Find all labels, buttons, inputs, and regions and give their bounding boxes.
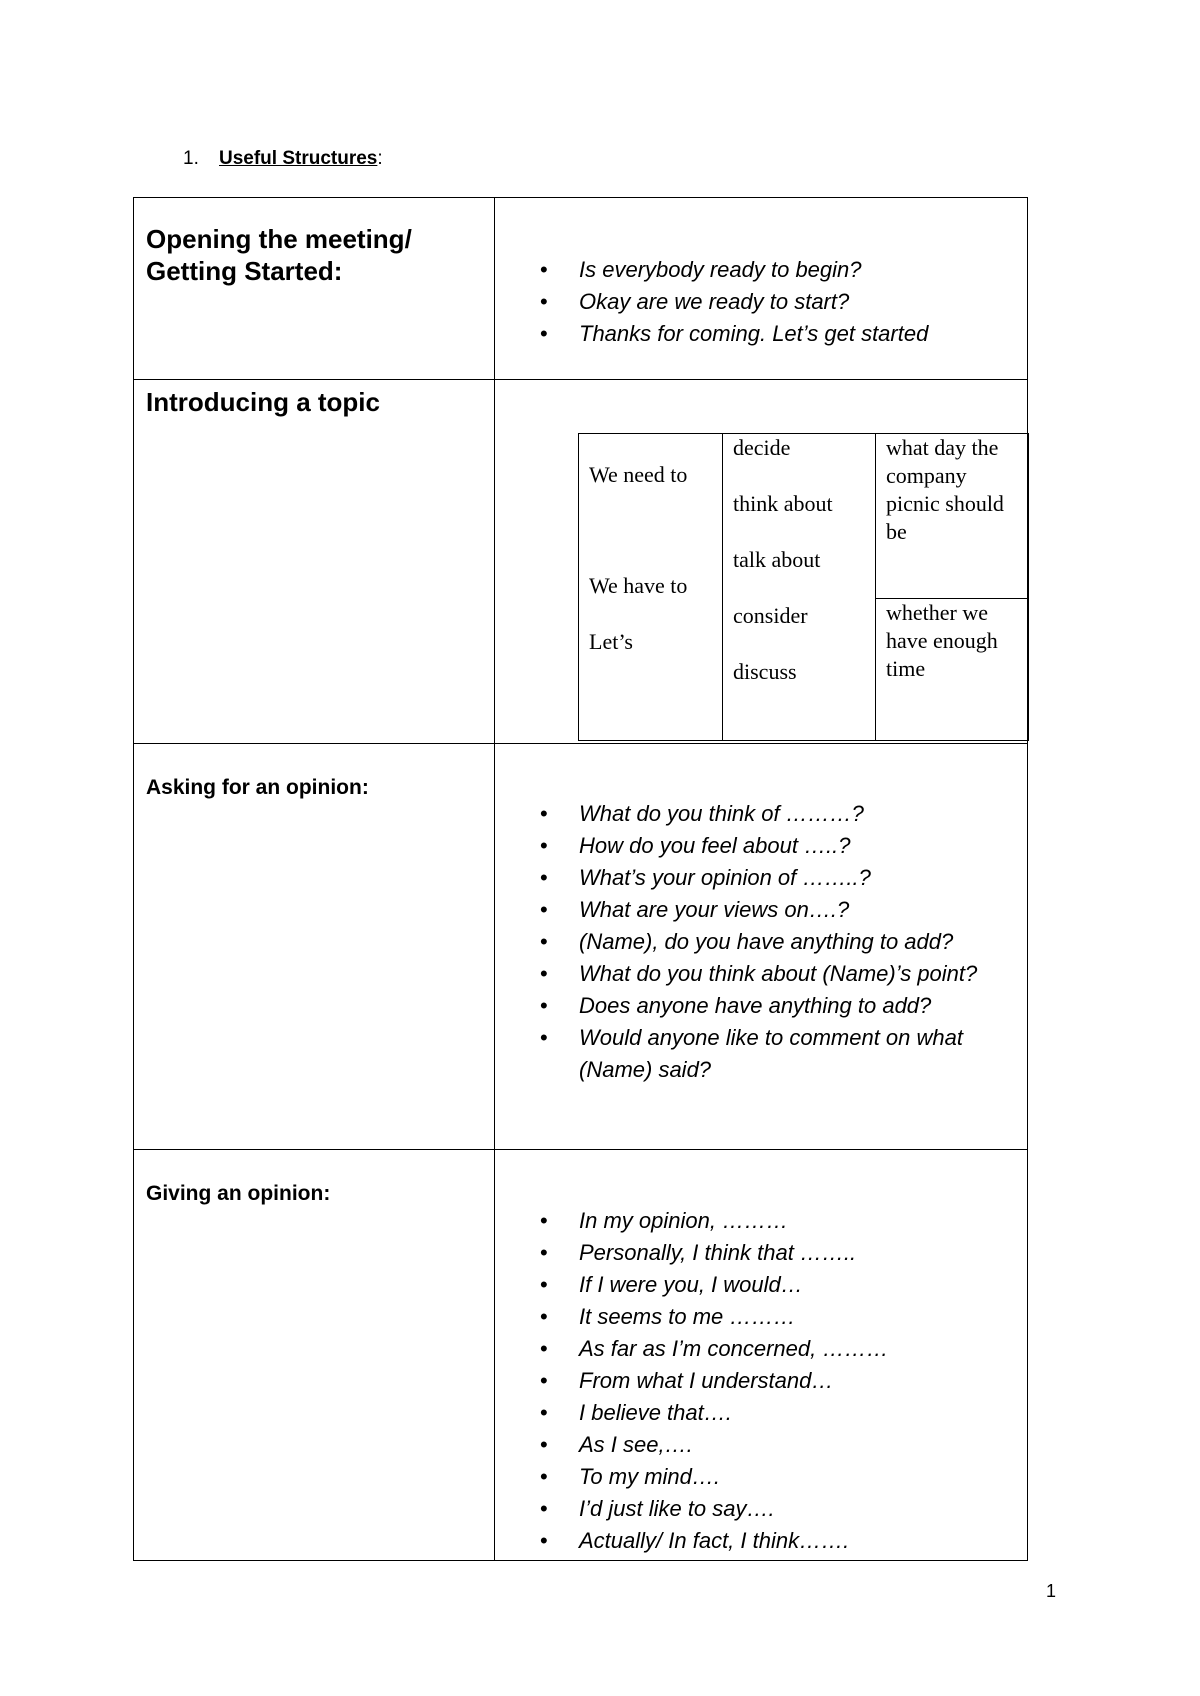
list-item: • How do you feel about …..?: [495, 830, 1027, 862]
list-item: • If I were you, I would…: [495, 1269, 1027, 1301]
topic-verb: think about: [733, 491, 833, 516]
list-item: • Would anyone like to comment on what (Name) said?: [495, 1022, 1027, 1086]
opening-label-cell: [134, 198, 495, 380]
topic-example-cell: [876, 434, 1029, 599]
table-row: [579, 434, 1029, 599]
topic-example: what day the company picnic should be: [886, 435, 1004, 544]
list-item: • It seems to me ………: [495, 1301, 1027, 1333]
topic-verb: consider: [733, 603, 808, 628]
topic-verb: decide: [733, 435, 791, 460]
row-giving: [134, 1150, 1028, 1561]
list-item: • What’s your opinion of ……..?: [495, 862, 1027, 894]
list-item: • In my opinion, ………: [495, 1205, 1027, 1237]
list-item: • From what I understand…: [495, 1365, 1027, 1397]
row-asking: [134, 744, 1028, 1150]
asking-label: Asking for an opinion:: [146, 776, 369, 799]
introducing-label: Introducing a topic: [146, 387, 380, 417]
topic-example-cell: [876, 599, 1029, 741]
list-item: • I’d just like to say….: [495, 1493, 1027, 1525]
giving-label-cell: [134, 1150, 495, 1561]
list-item: • What are your views on….?: [495, 894, 1027, 926]
topic-verbs-cell: [723, 434, 876, 741]
list-item: • What do you think of ………?: [495, 798, 1027, 830]
topic-verb: discuss: [733, 659, 797, 684]
giving-label: Giving an opinion:: [146, 1182, 331, 1205]
list-item: • Does anyone have anything to add?: [495, 990, 1027, 1022]
topic-opener: We need to: [589, 462, 688, 487]
topic-verb: talk about: [733, 547, 821, 572]
list-item: • What do you think about (Name)’s point?: [495, 958, 1027, 990]
row-opening: [134, 198, 1028, 380]
topic-example: whether we have enough time: [886, 600, 998, 681]
page-number: 1: [1046, 1581, 1057, 1601]
list-item: • I believe that….: [495, 1397, 1027, 1429]
list-item: • Personally, I think that ……..: [495, 1237, 1027, 1269]
list-item: • Is everybody ready to begin?: [495, 254, 1027, 286]
section-heading: [183, 148, 383, 170]
asking-label-cell: [134, 744, 495, 1150]
giving-phrases-cell: [495, 1150, 1028, 1561]
list-item: • As far as I’m concerned, ………: [495, 1333, 1027, 1365]
opening-label: Opening the meeting/ Getting Started:: [146, 224, 412, 286]
introducing-label-cell: [134, 380, 495, 744]
topic-phrase-table: [578, 433, 1029, 741]
list-item: • As I see,….: [495, 1429, 1027, 1461]
list-item: • Okay are we ready to start?: [495, 286, 1027, 318]
asking-phrase-list: [495, 744, 1027, 1086]
list-item: • Actually/ In fact, I think…….: [495, 1525, 1027, 1557]
topic-opener: We have to: [589, 573, 688, 598]
asking-phrases-cell: [495, 744, 1028, 1150]
list-item: • (Name), do you have anything to add?: [495, 926, 1027, 958]
giving-phrase-list: [495, 1150, 1027, 1557]
section-number: 1.: [183, 148, 199, 169]
list-item: • Thanks for coming. Let’s get started: [495, 318, 1027, 350]
list-item: • To my mind….: [495, 1461, 1027, 1493]
section-title-colon: :: [377, 148, 383, 169]
topic-opener: Let’s: [589, 629, 633, 654]
structures-table: [133, 197, 1028, 1561]
section-title: Useful Structures: [219, 148, 378, 169]
opening-phrase-list: [495, 198, 1027, 350]
topic-openers-cell: [579, 434, 723, 741]
opening-phrases-cell: [495, 198, 1028, 380]
